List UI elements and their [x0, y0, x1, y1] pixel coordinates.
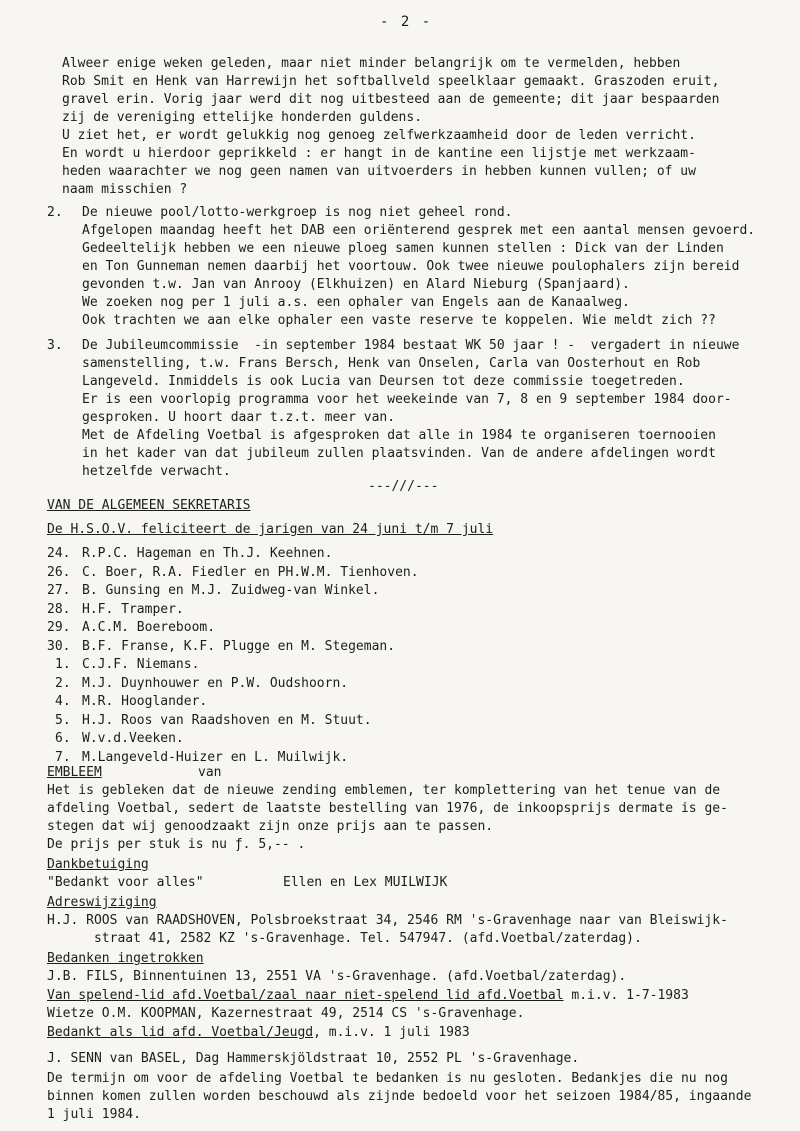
item-line: Ook trachten we aan elke ophaler een vaste reserve te koppelen. Wie meldt zich ??	[82, 313, 716, 328]
adres-heading: Adreswijziging	[47, 895, 157, 910]
birthday-names: B. Gunsing en M.J. Zuidweg-van Winkel.	[82, 583, 380, 598]
birthday-names: B.F. Franse, K.F. Plugge en M. Stegeman.	[82, 638, 396, 654]
item-line: Er is een voorlopig programma voor het weekeinde van 7, 8 en 9 september 1984 door-	[82, 392, 732, 407]
item-line: samenstelling, t.w. Frans Bersch, Henk van Onselen, Carla van Oosterhout en Rob	[82, 356, 701, 371]
birthday-day: 26.	[47, 564, 71, 580]
dank-heading: Dankbetuiging	[47, 857, 149, 872]
birthday-names: M.J. Duynhouwer en P.W. Oudshoorn.	[82, 675, 349, 691]
birthday-day: 30.	[47, 638, 71, 654]
jeugd-heading: Bedankt als lid afd. Voetbal/Jeugd	[47, 1025, 314, 1040]
section-heading: VAN DE ALGEMEEN SEKRETARIS	[47, 498, 251, 513]
birthday-names: A.C.M. Boereboom.	[82, 620, 216, 635]
item-number: 3.	[47, 338, 63, 353]
embleem-line: Het is gebleken dat de nieuwe zending emblemen, ter komplettering van het tenue van de	[47, 783, 721, 798]
embleem-heading: EMBLEEM	[47, 765, 102, 780]
item-line: in het kader van dat jubileum zullen plaatsvinden. Van de andere afdelingen wordt	[82, 446, 716, 461]
spelend-heading: Van spelend-lid afd.Voetbal/zaal naar niet-spelend lid afd.Voetbal	[47, 988, 564, 1003]
closing-line: 1 juli 1984.	[47, 1107, 141, 1122]
spelend-heading-row	[47, 987, 689, 1005]
item-line: Langeveld. Inmiddels is ook Lucia van Deursen tot deze commissie toegetreden.	[82, 374, 685, 389]
birthday-day: 5.	[55, 712, 71, 728]
spelend-suffix: m.i.v. 1-7-1983	[563, 988, 689, 1003]
birthday-day: 29.	[47, 620, 71, 635]
birthday-names: C.J.F. Niemans.	[82, 657, 200, 672]
birthday-names: H.F. Tramper.	[82, 601, 184, 617]
birthday-names: M.R. Hooglander.	[82, 694, 208, 709]
bedanken-line: J.B. FILS, Binnentuinen 13, 2551 VA 's-Gravenhage. (afd.Voetbal/zaterdag).	[47, 969, 627, 984]
embleem-van: van	[198, 765, 222, 780]
birthday-day: 6.	[55, 731, 71, 746]
closing-line: binnen komen zullen worden beschouwd als zijnde bedoeld voor het seizoen 1984/85, ingaande	[47, 1089, 752, 1104]
item-line: gevonden t.w. Jan van Anrooy (Elkhuizen) en Alard Nieburg (Spanjaard).	[82, 277, 630, 292]
jeugd-heading-row	[47, 1024, 470, 1042]
jeugd-line: J. SENN van BASEL, Dag Hammerskjöldstraat 10, 2552 PL 's-Gravenhage.	[47, 1051, 580, 1066]
embleem-line: afdeling Voetbal, sedert de laatste bestelling van 1976, de inkoopsprijs dermate is ge-	[47, 801, 728, 816]
item-line: Met de Afdeling Voetbal is afgesproken dat alle in 1984 te organiseren toernooien	[82, 428, 716, 443]
item-line: De nieuwe pool/lotto-werkgroep is nog niet geheel rond.	[82, 205, 513, 220]
birthday-day: 7.	[55, 749, 71, 765]
intro-line: En wordt u hierdoor geprikkeld : er hangt in de kantine een lijstje met werkzaam-	[62, 146, 696, 161]
intro-line: zij de vereniging ettelijke honderden guldens.	[62, 110, 423, 125]
page-number: - 2 -	[380, 14, 433, 30]
birthday-day: 2.	[55, 675, 71, 691]
birthday-names: R.P.C. Hageman en Th.J. Keehnen.	[82, 546, 333, 561]
birthday-names: M.Langeveld-Huizer en L. Muilwijk.	[82, 749, 349, 765]
adres-line: straat 41, 2582 KZ 's-Gravenhage. Tel. 547947. (afd.Voetbal/zaterdag).	[47, 931, 642, 946]
separator: ---///---	[368, 479, 439, 494]
item-line: Afgelopen maandag heeft het DAB een oriënterend gesprek met een aantal mensen gevoerd.	[82, 223, 756, 238]
item-number: 2.	[47, 205, 63, 220]
intro-line: U ziet het, er wordt gelukkig nog genoeg zelfwerkzaamheid door de leden verricht.	[62, 128, 696, 143]
birthday-names: C. Boer, R.A. Fiedler en PH.W.M. Tienhoven.	[82, 564, 419, 580]
closing-line: De termijn om voor de afdeling Voetbal te bedanken is nu gesloten. Bedankjes die nu nog	[47, 1071, 728, 1086]
item-line: We zoeken nog per 1 juli a.s. een ophaler van Engels aan de Kanaalweg.	[82, 295, 630, 310]
item-line: De Jubileumcommissie -in september 1984 bestaat WK 50 jaar ! - vergadert in nieuwe	[82, 338, 740, 353]
birthday-day: 24.	[47, 546, 71, 561]
birthday-day: 27.	[47, 583, 71, 598]
dank-quote: "Bedankt voor alles"	[47, 875, 204, 890]
birthday-names: H.J. Roos van Raadshoven en M. Stuut.	[82, 712, 372, 728]
jeugd-suffix: , m.i.v. 1 juli 1983	[313, 1025, 470, 1040]
birthday-names: W.v.d.Veeken.	[82, 731, 184, 746]
item-line: hetzelfde verwacht.	[82, 464, 231, 479]
birthday-heading: De H.S.O.V. feliciteert de jarigen van 24 juni t/m 7 juli	[47, 522, 494, 537]
embleem-line: De prijs per stuk is nu ƒ. 5,-- .	[47, 837, 306, 852]
item-line: gesproken. U hoort daar t.z.t. meer van.	[82, 410, 396, 425]
bedanken-heading: Bedanken ingetrokken	[47, 951, 204, 966]
birthday-day: 1.	[55, 657, 71, 672]
intro-line: Rob Smit en Henk van Harrewijn het softballveld speelklaar gemaakt. Graszoden eruit,	[62, 74, 720, 89]
item-line: Gedeeltelijk hebben we een nieuwe ploeg samen kunnen stellen : Dick van der Linden	[82, 241, 724, 256]
intro-line: gravel erin. Vorig jaar werd dit nog uitbesteed aan de gemeente; dit jaar bespaarden	[62, 92, 720, 107]
intro-line: naam misschien ?	[62, 182, 188, 197]
birthday-day: 28.	[47, 601, 71, 617]
birthday-day: 4.	[55, 694, 71, 709]
adres-line: H.J. ROOS van RAADSHOVEN, Polsbroekstraat 34, 2546 RM 's-Gravenhage naar van Bleiswijk-	[47, 913, 728, 928]
dank-from: Ellen en Lex MUILWIJK	[283, 875, 448, 890]
spelend-line: Wietze O.M. KOOPMAN, Kazernestraat 49, 2514 CS 's-Gravenhage.	[47, 1006, 525, 1021]
intro-line: heden waarachter we nog geen namen van uitvoerders in hebben kunnen vullen; of uw	[62, 164, 696, 179]
item-line: en Ton Gunneman nemen daarbij het voortouw. Ook twee nieuwe poulophalers zijn bereid	[82, 259, 740, 274]
intro-line: Alweer enige weken geleden, maar niet minder belangrijk om te vermelden, hebben	[62, 56, 681, 71]
embleem-line: stegen dat wij genoodzaakt zijn onze prijs aan te passen.	[47, 819, 494, 834]
